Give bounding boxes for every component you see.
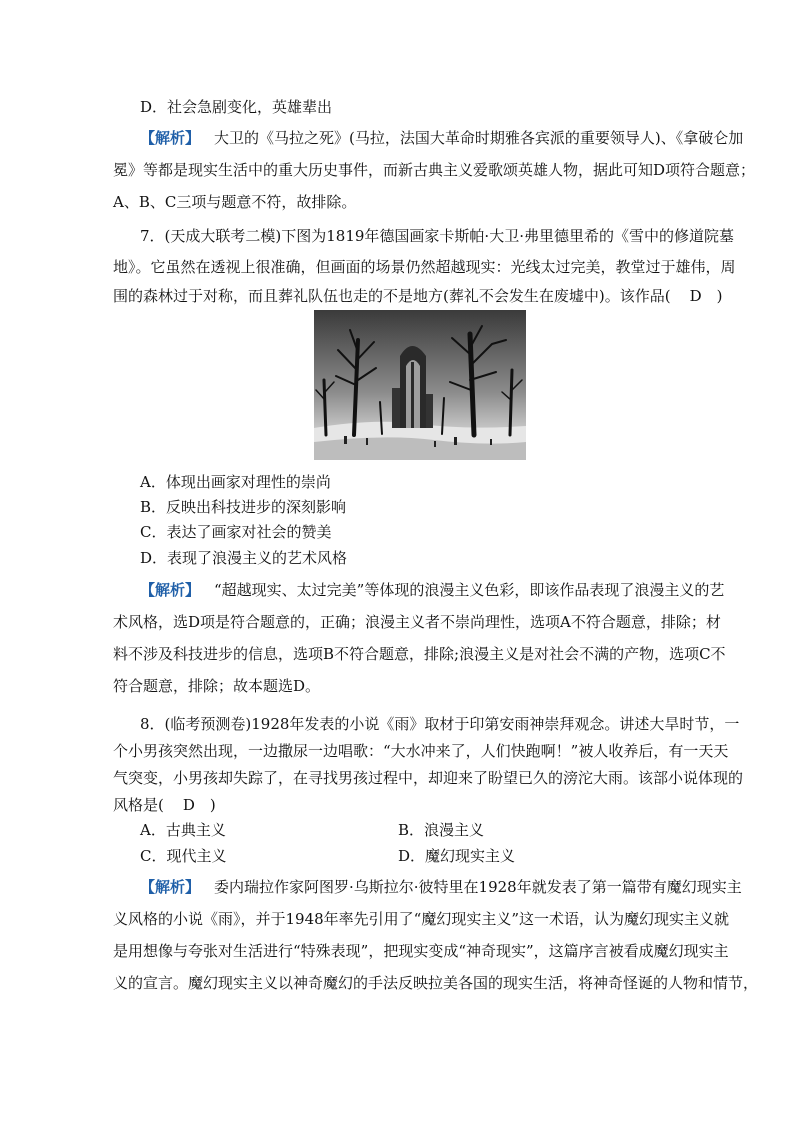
q7-analysis-line-1: 【解析】 “超越现实、太过完美”等体现的浪漫主义色彩，即该作品表现了浪漫主义的艺: [140, 581, 725, 599]
painting-abbey-in-oakwood-icon: [314, 310, 526, 460]
q8-stem-line-1: 8．(临考预测卷)1928年发表的小说《雨》取材于印第安雨神崇拜观念。讲述大旱时节，一: [140, 715, 740, 733]
q8-analysis-line-1: 【解析】 委内瑞拉作家阿图罗·乌斯拉尔·彼特里在1928年就发表了第一篇带有魔幻现实主: [140, 878, 742, 896]
q7-stem-line-1: 7．(天成大联考二模)下图为1819年德国画家卡斯帕·大卫·弗里德里希的《雪中的修道院墓: [140, 227, 734, 245]
q8-stem-line-4: 风格是( D ): [113, 796, 216, 814]
q8-analysis-line-3: 是用想像与夸张对生活进行“特殊表现”，把现实变成“神奇现实”，这篇序言被看成魔幻现实主: [113, 942, 729, 960]
analysis-tag: 【解析】: [140, 581, 201, 599]
q6-analysis-line-3: A、B、C三项与题意不符，故排除。: [113, 193, 357, 211]
q6-analysis-line-1: 【解析】 大卫的《马拉之死》(马拉，法国大革命时期雅各宾派的重要领导人)、《拿破仑加: [140, 129, 744, 147]
analysis-tag: 【解析】: [140, 878, 201, 896]
q8-option-a: A．古典主义: [140, 821, 226, 839]
q8-option-b: B．浪漫主义: [398, 821, 485, 839]
q7-option-b: B．反映出科技进步的深刻影响: [140, 498, 347, 516]
q7-analysis-line-2: 术风格，选D项是符合题意的，正确；浪漫主义者不崇尚理性，选项A不符合题意，排除；材: [113, 613, 721, 631]
q8-option-c: C．现代主义: [140, 847, 227, 865]
q7-option-c: C．表达了画家对社会的赞美: [140, 523, 332, 541]
q8-analysis-line-2: 义风格的小说《雨》，并于1948年率先引用了“魔幻现实主义”这一术语，认为魔幻现实主义就: [113, 910, 730, 928]
q7-answer: D ): [689, 287, 723, 305]
q8-analysis-line-4: 义的宣言。魔幻现实主义以神奇魔幻的手法反映拉美各国的现实生活，将神奇怪诞的人物和情节，: [113, 974, 759, 992]
q8-answer: D ): [182, 796, 216, 814]
q7-stem-line-3: 围的森林过于对称，而且葬礼队伍也走的不是地方(葬礼不会发生在废墟中)。该作品( D ): [113, 287, 723, 305]
q7-analysis-line-4: 符合题意，排除；故本题选D。: [113, 677, 321, 695]
q7-stem-line-2: 地》。它虽然在透视上很准确，但画面的场景仍然超越现实：光线太过完美，教堂过于雄伟，周: [113, 258, 736, 276]
q8-stem-line-2: 个小男孩突然出现，一边撒尿一边唱歌：“大水冲来了，人们快跑啊！”被人收养后，有一天天: [113, 742, 729, 760]
q7-analysis-line-3: 料不涉及科技进步的信息，选项B不符合题意，排除;浪漫主义是对社会不满的产物，选项C不: [113, 645, 726, 663]
q6-option-d: D．社会急剧变化，英雄辈出: [140, 98, 333, 116]
q8-option-d: D．魔幻现实主义: [398, 847, 516, 865]
q7-option-d: D．表现了浪漫主义的艺术风格: [140, 549, 348, 567]
q6-analysis-line-2: 冕》等都是现实生活中的重大历史事件，而新古典主义爱歌颂英雄人物，据此可知D项符合题意；: [113, 161, 756, 179]
q8-stem-line-3: 气突变，小男孩却失踪了，在寻找男孩过程中，却迎来了盼望已久的滂沱大雨。该部小说体现的: [113, 769, 744, 787]
analysis-tag: 【解析】: [140, 129, 201, 147]
q7-option-a: A．体现出画家对理性的崇尚: [140, 473, 331, 491]
